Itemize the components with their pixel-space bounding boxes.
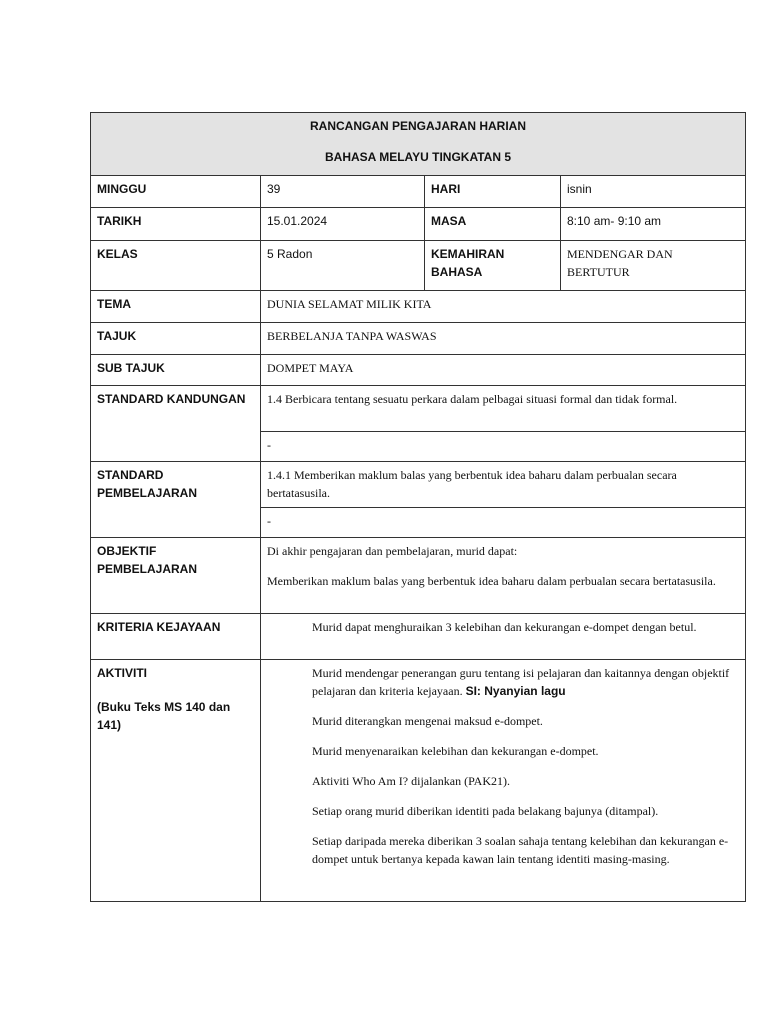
aktiviti-item-5: Setiap orang murid diberikan identiti pada belakang bajunya (ditampal). [312,804,659,818]
label-standard-pembelajaran [91,462,261,538]
value-kemahiran-line2: BERTUTUR [567,265,630,279]
document-subtitle: BAHASA MELAYU TINGKATAN 5 [325,150,512,164]
value-minggu: 39 [261,176,425,208]
row-kriteria [91,614,746,660]
row-tajuk [91,323,746,355]
row-kelas-kemahiran [91,241,746,291]
row-sub-tajuk [91,355,746,386]
aktiviti-item-1-strategy: SI: Nyanyian lagu [465,684,566,698]
label-standard-pembelajaran-line1: STANDARD [97,468,164,482]
value-sub-tajuk: DOMPET MAYA [261,355,746,386]
value-standard-pembelajaran: 1.4.1 Memberikan maklum balas yang berbentuk idea baharu dalam perbualan secara bertatasusila. [261,462,746,508]
lesson-plan-table [90,112,746,902]
row-standard-pembelajaran [91,462,746,508]
header-row [91,113,746,176]
row-tema [91,291,746,323]
aktiviti-item-3: Murid menyenaraikan kelebihan dan kekurangan e-dompet. [312,744,599,758]
value-kemahiran-line1: MENDENGAR DAN [567,247,673,261]
value-hari: isnin [561,176,746,208]
label-masa: MASA [425,208,561,241]
label-standard-kandungan: STANDARD KANDUNGAN [91,386,261,462]
aktiviti-item-4: Aktiviti Who Am I? dijalankan (PAK21). [312,774,510,788]
row-objektif [91,538,746,614]
aktiviti-item-1-text: Murid mendengar penerangan guru tentang isi pelajaran dan kaitannya dengan objektif pelajaran dan kriteria kejayaan. [312,666,730,698]
label-tarikh: TARIKH [91,208,261,241]
value-masa: 8:10 am- 9:10 am [561,208,746,241]
label-sub-tajuk: SUB TAJUK [91,355,261,386]
document-title: RANCANGAN PENGAJARAN HARIAN [310,119,527,133]
label-kemahiran-line1: KEMAHIRAN [431,247,505,261]
row-aktiviti [91,660,746,902]
value-standard-kandungan: 1.4 Berbicara tentang sesuatu perkara dalam pelbagai situasi formal dan tidak formal. [261,386,746,432]
value-standard-kandungan-extra: - [261,432,746,462]
aktiviti-item-6: Setiap daripada mereka diberikan 3 soalan sahaja tentang kelebihan dan kekurangan e-dompet untuk bertanya kepada kawan lain tentang identiti masing-masing. [312,834,729,866]
value-aktiviti [261,660,746,902]
label-objektif: OBJEKTIF PEMBELAJARAN [91,538,261,614]
label-kemahiran-bahasa [425,241,561,291]
objektif-intro: Di akhir pengajaran dan pembelajaran, murid dapat: [267,544,518,558]
aktiviti-reference: (Buku Teks MS 140 dan 141) [97,700,231,732]
value-tema: DUNIA SELAMAT MILIK KITA [261,291,746,323]
aktiviti-item [312,664,739,700]
label-tema: TEMA [91,291,261,323]
value-kemahiran-bahasa [561,241,746,291]
table-header [91,113,746,176]
row-standard-kandungan [91,386,746,432]
value-kelas: 5 Radon [261,241,425,291]
label-kelas: KELAS [91,241,261,291]
aktiviti-title: AKTIVITI [97,666,147,680]
label-standard-pembelajaran-line2: PEMBELAJARAN [97,486,198,500]
value-tajuk: BERBELANJA TANPA WASWAS [261,323,746,355]
label-hari: HARI [425,176,561,208]
label-aktiviti [91,660,261,902]
label-minggu: MINGGU [91,176,261,208]
value-objektif [261,538,746,614]
label-kriteria: KRITERIA KEJAYAAN [91,614,261,660]
label-kemahiran-line2: BAHASA [431,265,483,279]
objektif-detail: Memberikan maklum balas yang berbentuk idea baharu dalam perbualan secara bertatasusila. [267,574,716,588]
row-minggu-hari [91,176,746,208]
value-standard-pembelajaran-extra: - [261,508,746,538]
value-kriteria: Murid dapat menghuraikan 3 kelebihan dan kekurangan e-dompet dengan betul. [261,614,746,660]
value-tarikh: 15.01.2024 [261,208,425,241]
label-tajuk: TAJUK [91,323,261,355]
row-tarikh-masa [91,208,746,241]
aktiviti-item-2: Murid diterangkan mengenai maksud e-dompet. [312,714,543,728]
